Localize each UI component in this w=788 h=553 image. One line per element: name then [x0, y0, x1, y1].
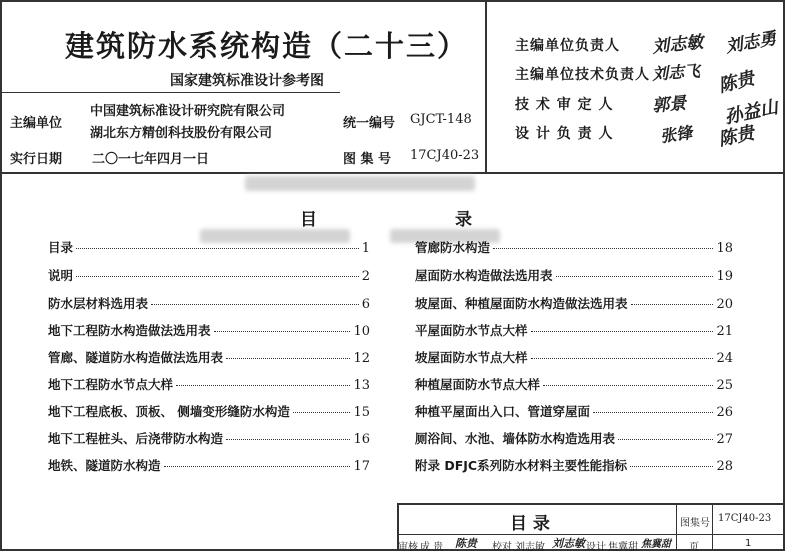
toc-entry[interactable] [48, 348, 370, 366]
checker-signature: 刘志敏 [552, 537, 585, 550]
header-vertical-divider [485, 0, 487, 172]
toc-leader [531, 331, 714, 332]
toc-entry-title: 种植屋面防水节点大样 [415, 377, 541, 392]
toc-leader [630, 466, 713, 467]
signature-4: 张锋 [658, 122, 694, 147]
reviewer-signature: 陈贵 [455, 537, 477, 550]
signature-3: 郭景 [651, 93, 688, 117]
checker-name: 刘志敏 [515, 542, 545, 553]
designer-name: 焦冀甜 [608, 542, 638, 553]
toc-leader [531, 358, 714, 359]
editor-unit-1: 中国建筑标准设计研究院有限公司 [90, 104, 286, 119]
signature-5: 刘志勇 [724, 28, 778, 58]
toc-entry[interactable] [48, 375, 370, 393]
title-block-name: 目 录 [510, 514, 550, 534]
toc-entry[interactable] [48, 266, 370, 284]
toc-title-left: 目 [300, 210, 317, 230]
signature-2: 刘志飞 [651, 61, 701, 84]
toc-entry-title: 坡屋面防水节点大样 [415, 350, 528, 365]
signature-7: 孙益山 [722, 96, 780, 129]
toc-entry[interactable] [415, 294, 733, 312]
toc-entry[interactable] [48, 456, 370, 474]
toc-entry[interactable] [415, 348, 733, 366]
toc-entry-page: 12 [353, 351, 370, 366]
toc-entry-page: 18 [716, 241, 733, 256]
toc-leader [618, 439, 713, 440]
toc-entry-title: 目录 [48, 240, 74, 255]
toc-leader [556, 276, 714, 277]
toc-entry-page: 25 [716, 378, 733, 393]
toc-leader [226, 358, 350, 359]
toc-entry-title: 地铁、隧道防水构造 [48, 458, 161, 473]
designer-signature: 焦冀甜 [641, 539, 671, 550]
toc-leader [226, 439, 350, 440]
toc-entry-page: 2 [361, 269, 370, 284]
page-label: 页 [689, 542, 699, 553]
effective-date-label: 实行日期 [10, 152, 63, 167]
toc-entry-title: 地下工程防水构造做法选用表 [48, 323, 211, 338]
toc-leader [76, 276, 359, 277]
toc-entry-page: 13 [353, 378, 370, 393]
toc-leader [214, 331, 351, 332]
toc-leader [493, 248, 713, 249]
toc-entry-page: 19 [716, 269, 733, 284]
title-block-div [676, 503, 677, 551]
signature-8: 陈贵 [716, 122, 757, 151]
signature-6: 陈贵 [716, 67, 757, 97]
header-divider [0, 172, 785, 174]
toc-entry-title: 地下工程桩头、后浇带防水构造 [48, 431, 224, 446]
header-subline [0, 92, 340, 93]
toc-entry[interactable] [48, 402, 370, 420]
toc-leader [176, 385, 350, 386]
toc-leader [543, 385, 713, 386]
toc-entry-title: 厕浴间、水池、墙体防水构造选用表 [415, 431, 616, 446]
toc-entry[interactable] [415, 375, 733, 393]
toc-entry-page: 17 [353, 459, 370, 474]
toc-entry-title: 坡屋面、种植屋面防水构造做法选用表 [415, 296, 628, 311]
check-label: 校对 [492, 542, 512, 553]
review-label: 审核 [398, 542, 418, 553]
toc-entry-title: 地下工程防水节点大样 [48, 377, 174, 392]
toc-entry[interactable] [48, 294, 370, 312]
toc-entry-title: 种植平屋面出入口、管道穿屋面 [415, 404, 591, 419]
editor-unit-label: 主编单位 [10, 116, 63, 131]
toc-entry-page: 27 [716, 432, 733, 447]
toc-entry-title: 说明 [48, 268, 74, 283]
toc-entry-page: 28 [716, 459, 733, 474]
unified-number-label: 统一编号 [343, 116, 396, 131]
toc-leader [164, 466, 351, 467]
toc-entry[interactable] [415, 429, 733, 447]
effective-date: 二〇一七年四月一日 [92, 152, 210, 167]
approval-role-3: 技 术 审 定 人 [515, 97, 614, 113]
toc-entry-page: 6 [361, 297, 370, 312]
toc-entry-page: 24 [716, 351, 733, 366]
toc-entry-page: 21 [716, 324, 733, 339]
toc-entry[interactable] [48, 238, 370, 256]
approval-role-2: 主编单位技术负责人 [515, 67, 650, 83]
toc-entry-title: 平屋面防水节点大样 [415, 323, 528, 338]
approval-role-1: 主编单位负责人 [515, 38, 620, 54]
page-title: 建筑防水系统构造（二十三） [65, 29, 469, 63]
toc-title-right: 录 [455, 210, 472, 230]
title-block-atlas-number: 17CJ40-23 [718, 513, 772, 524]
toc-entry-title: 防水层材料选用表 [48, 296, 149, 311]
toc-entry-title: 地下工程底板、顶板、 侧墙变形缝防水构造 [48, 404, 290, 419]
atlas-number: 17CJ40-23 [410, 148, 480, 163]
toc-entry-page: 26 [716, 405, 733, 420]
toc-entry-page: 1 [361, 241, 370, 256]
signature-1: 刘志敏 [651, 32, 705, 58]
title-block-atlas-label: 图集号 [680, 518, 710, 529]
toc-entry-title: 附录 DFJC系列防水材料主要性能指标 [415, 458, 628, 473]
toc-entry-page: 10 [353, 324, 370, 339]
toc-entry-title: 屋面防水构造做法选用表 [415, 268, 553, 283]
toc-entry[interactable] [48, 321, 370, 339]
approval-role-4: 设 计 负 责 人 [515, 126, 614, 142]
atlas-label: 图 集 号 [343, 152, 392, 167]
reviewer-name: 成 贵 [420, 542, 444, 553]
subtitle: 国家建筑标准设计参考图 [170, 73, 324, 89]
toc-entry[interactable] [415, 266, 733, 284]
toc-entry-page: 20 [716, 297, 733, 312]
toc-leader [151, 304, 359, 305]
watermark-blur [245, 176, 475, 191]
editor-unit-2: 湖北东方精创科技股份有限公司 [90, 126, 273, 141]
toc-leader [631, 304, 714, 305]
toc-leader [593, 412, 713, 413]
toc-entry[interactable] [415, 321, 733, 339]
toc-entry[interactable] [415, 402, 733, 420]
toc-entry-page: 16 [353, 432, 370, 447]
toc-entry[interactable] [415, 238, 733, 256]
design-label: 设计 [586, 542, 606, 553]
toc-entry-page: 15 [353, 405, 370, 420]
title-block-top [397, 503, 785, 505]
toc-leader [76, 248, 359, 249]
toc-entry[interactable] [415, 456, 733, 474]
unified-number: GJCT-148 [410, 112, 472, 127]
page-number: 1 [745, 538, 752, 549]
title-block-div [712, 503, 713, 551]
toc-entry-title: 管廊防水构造 [415, 240, 491, 255]
toc-entry-title: 管廊、隧道防水构造做法选用表 [48, 350, 224, 365]
toc-leader [293, 412, 351, 413]
toc-entry[interactable] [48, 429, 370, 447]
